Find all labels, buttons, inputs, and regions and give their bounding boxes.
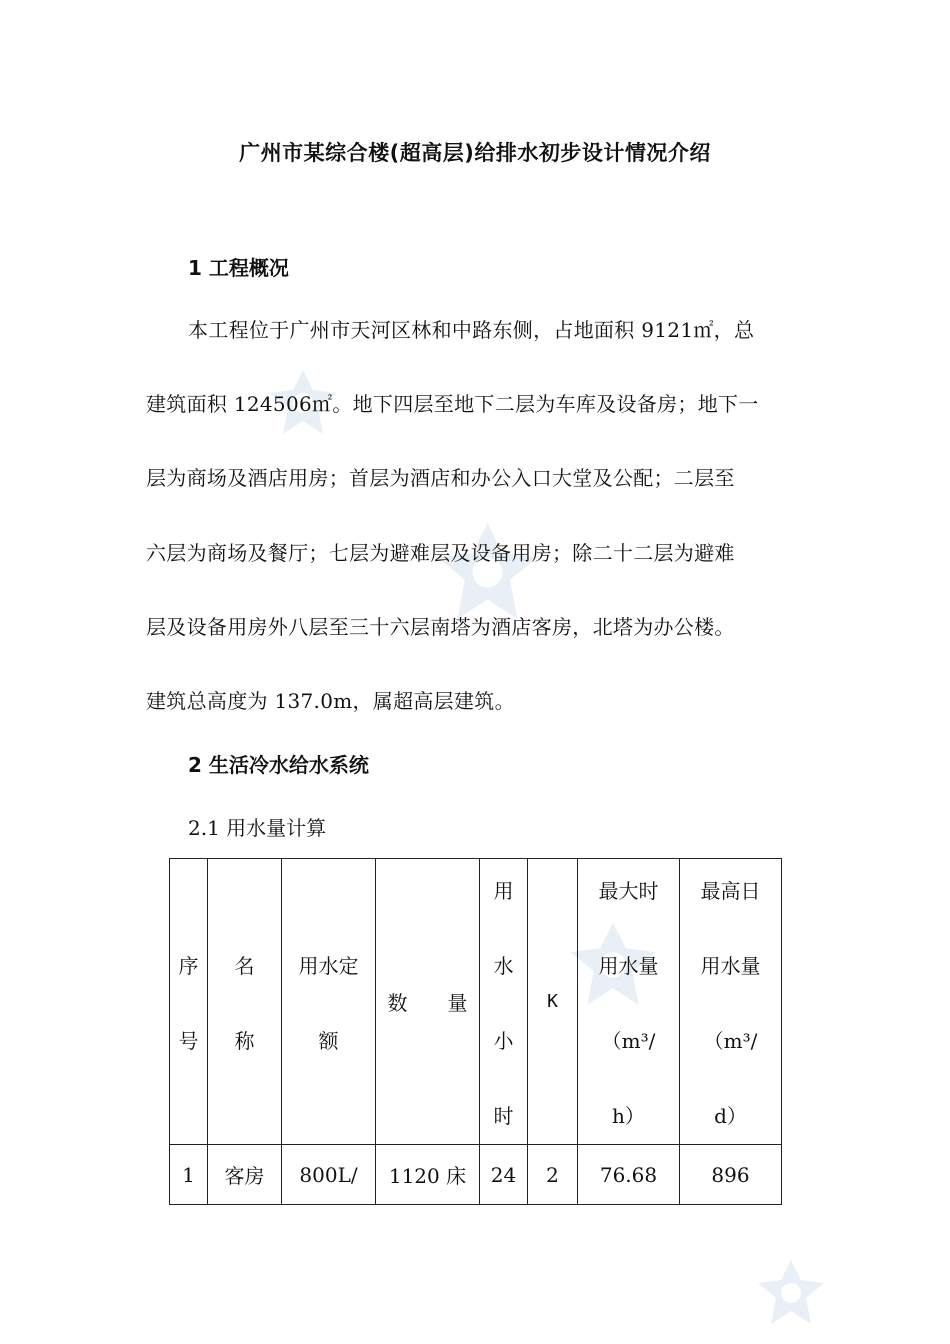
water-usage-table [169,858,782,1205]
header-seq: 序 号 [170,859,208,1145]
header-max-hour: 最大时 用水量 （m³/ h） [578,859,680,1145]
cell-quota: 800L/ [282,1145,376,1205]
cell-name: 客房 [208,1145,282,1205]
section-heading-1: 1 工程概况 [188,256,289,280]
header-max-day: 最高日 用水量 （m³/ d） [680,859,782,1145]
cell-seq: 1 [170,1145,208,1205]
paragraph-line: 层及设备用房外八层至三十六层南塔为酒店客房，北塔为办公楼。 [146,615,735,639]
header-name: 名 称 [208,859,282,1145]
header-quota: 用水定 额 [282,859,376,1145]
cell-max-day: 896 [680,1145,782,1205]
cell-k: 2 [528,1145,578,1205]
cell-quantity: 1120 床 [376,1145,480,1205]
cell-max-hour: 76.68 [578,1145,680,1205]
table-header-row [170,859,782,1145]
subsection-heading: 2.1 用水量计算 [188,816,327,840]
snowflake-logo-icon [435,520,540,625]
paragraph-line: 六层为商场及餐厅；七层为避难层及设备用房；除二十二层为避难 [146,541,735,565]
header-hours: 用 水 小 时 [480,859,528,1145]
snowflake-logo-icon [756,1258,826,1328]
section-heading-2: 2 生活冷水给水系统 [188,753,369,777]
header-quantity: 数 量 [376,859,480,1145]
table-row [170,1145,782,1205]
paragraph-line: 建筑总高度为 137.0m，属超高层建筑。 [146,689,515,713]
cell-hours: 24 [480,1145,528,1205]
paragraph-line: 本工程位于广州市天河区林和中路东侧，占地面积 9121㎡，总 [188,318,755,342]
document-title: 广州市某综合楼(超高层)给排水初步设计情况介绍 [239,141,711,165]
header-k: K [528,859,578,1145]
paragraph-line: 层为商场及酒店用房；首层为酒店和办公入口大堂及公配；二层至 [146,466,735,490]
paragraph-line: 建筑面积 124506㎡。地下四层至地下二层为车库及设备房；地下一 [146,392,759,416]
